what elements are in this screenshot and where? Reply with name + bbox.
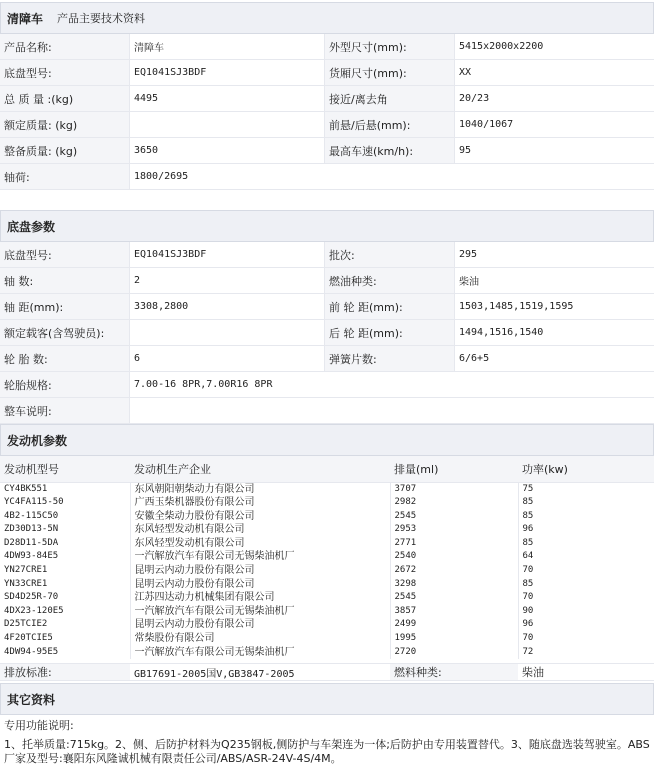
- engine-model: YN27CRE1: [4, 565, 48, 576]
- product-row-value-2: 1040/1067: [459, 119, 514, 130]
- chassis-row-label-1: 轴 距(mm):: [0, 294, 130, 319]
- axle-load-value: 1800/2695: [134, 171, 189, 182]
- engine-maker: 东风轻型发动机有限公司: [130, 537, 390, 551]
- chassis-row: [0, 242, 654, 268]
- vehicle-note-row: [0, 398, 654, 424]
- engine-power: 72: [518, 646, 654, 660]
- product-row-label-2: 最高车速(km/h):: [325, 138, 455, 163]
- product-row-value-2: XX: [459, 67, 472, 78]
- engine-displacement: 3298: [390, 578, 518, 592]
- chassis-row-value-2: 1503,1485,1519,1595: [459, 301, 574, 312]
- chassis-row: [0, 268, 654, 294]
- product-row-label-1: 产品名称:: [0, 34, 130, 59]
- product-row-value-1: 3650: [130, 138, 325, 163]
- engine-model: YN33CRE1: [4, 578, 48, 589]
- emission-label: 排放标准:: [0, 664, 130, 680]
- chassis-row-value-1: [130, 320, 325, 345]
- engine-power: 64: [518, 550, 654, 564]
- product-row: [0, 112, 654, 138]
- chassis-row-value-2: 6/6+5: [459, 353, 490, 364]
- engine-displacement: 2545: [390, 510, 518, 524]
- engine-model: 4DW94-95E5: [4, 646, 59, 657]
- chassis-row-value-1: 2: [130, 268, 325, 293]
- vehicle-note-value: [130, 398, 654, 423]
- product-row-label-2: 外型尺寸(mm):: [325, 34, 455, 59]
- engine-maker: 昆明云内动力股份有限公司: [130, 564, 390, 578]
- engine-model: 4F20TCIE5: [4, 633, 53, 644]
- engine-power: 70: [518, 564, 654, 578]
- axle-load-label: 轴荷:: [0, 164, 130, 189]
- engine-model: D25TCIE2: [4, 619, 48, 630]
- chassis-row-value-2: 295: [459, 249, 478, 260]
- other-section-header: [0, 683, 654, 715]
- engine-model: D28D11-5DA: [4, 537, 59, 548]
- engine-model: 4DW93-84E5: [4, 551, 59, 562]
- engine-maker: 一汽解放汽车有限公司无锡柴油机厂: [130, 550, 390, 564]
- engine-row: [0, 632, 654, 646]
- product-row-label-1: 整备质量: (kg): [0, 138, 130, 163]
- engine-power: 75: [518, 482, 654, 496]
- chassis-section-header: [0, 210, 654, 242]
- engine-maker: 东风朝阳朝柴动力有限公司: [130, 482, 390, 496]
- product-row-label-1: 底盘型号:: [0, 60, 130, 85]
- product-row-value-2: 20/23: [459, 93, 490, 104]
- tire-spec-row: [0, 372, 654, 398]
- engine-power: 85: [518, 537, 654, 551]
- engine-displacement: 2720: [390, 646, 518, 660]
- engine-displacement: 2499: [390, 618, 518, 632]
- engine-model: CY4BK551: [4, 483, 48, 494]
- chassis-row-value-1: 3308,2800: [130, 294, 325, 319]
- engine-model: 4B2-115C50: [4, 510, 59, 521]
- engine-maker: 东风轻型发动机有限公司: [130, 523, 390, 537]
- engine-row: [0, 496, 654, 510]
- engine-row: [0, 564, 654, 578]
- engine-power: 85: [518, 578, 654, 592]
- axle-load-row: [0, 164, 654, 190]
- chassis-row: [0, 346, 654, 372]
- chassis-row-label-2: 前 轮 距(mm):: [325, 294, 455, 319]
- engine-maker: 江苏四达动力机械集团有限公司: [130, 591, 390, 605]
- chassis-row-value-1: EQ1041SJ3BDF: [130, 242, 325, 267]
- col-engine-maker: 发动机生产企业: [130, 456, 390, 482]
- engine-row: [0, 646, 654, 660]
- engine-maker: 安徽全柴动力股份有限公司: [130, 510, 390, 524]
- engine-section-header: [0, 424, 654, 456]
- product-row: [0, 86, 654, 112]
- engine-displacement: 1995: [390, 632, 518, 646]
- engine-row: [0, 605, 654, 619]
- chassis-row-label-1: 底盘型号:: [0, 242, 130, 267]
- engine-power: 70: [518, 632, 654, 646]
- engine-table: [0, 456, 654, 659]
- col-power: 功率(kw): [518, 456, 654, 482]
- engine-displacement: 2540: [390, 550, 518, 564]
- engine-model: SD4D25R-70: [4, 592, 59, 603]
- fuel-type-label: 燃料种类:: [390, 664, 518, 680]
- product-row-value-1: EQ1041SJ3BDF: [130, 60, 325, 85]
- engine-maker: 一汽解放汽车有限公司无锡柴油机厂: [130, 646, 390, 660]
- product-row-label-2: 前悬/后悬(mm):: [325, 112, 455, 137]
- chassis-row-label-1: 轮 胎 数:: [0, 346, 130, 371]
- chassis-row-label-1: 轴 数:: [0, 268, 130, 293]
- engine-displacement: 2771: [390, 537, 518, 551]
- chassis-row-value-2: 柴油: [459, 277, 479, 288]
- product-row-value-1: [130, 112, 325, 137]
- chassis-row-label-2: 批次:: [325, 242, 455, 267]
- special-function-label: 专用功能说明:: [4, 719, 74, 732]
- chassis-row: [0, 320, 654, 346]
- engine-power: 96: [518, 523, 654, 537]
- chassis-row-label-2: 弹簧片数:: [325, 346, 455, 371]
- engine-maker: 一汽解放汽车有限公司无锡柴油机厂: [130, 605, 390, 619]
- chassis-row-label-2: 后 轮 距(mm):: [325, 320, 455, 345]
- chassis-row-value-2: 1494,1516,1540: [459, 327, 544, 338]
- engine-row: [0, 591, 654, 605]
- page-subtitle: 产品主要技术资料: [57, 12, 146, 25]
- chassis-title: 底盘参数: [7, 219, 56, 234]
- engine-power: 96: [518, 618, 654, 632]
- product-row-label-2: 接近/离去角: [325, 86, 455, 111]
- engine-power: 70: [518, 591, 654, 605]
- product-row-value-1: 清障车: [130, 34, 325, 59]
- engine-row: [0, 578, 654, 592]
- product-section-header: [0, 2, 654, 34]
- chassis-row-value-1: 6: [130, 346, 325, 371]
- engine-displacement: 3707: [390, 482, 518, 496]
- other-title: 其它资料: [7, 692, 56, 707]
- col-engine-model: 发动机型号: [0, 456, 130, 482]
- engine-row: [0, 537, 654, 551]
- emission-value: GB17691-2005国V,GB3847-2005: [134, 668, 295, 680]
- engine-power: 90: [518, 605, 654, 619]
- col-displacement: 排量(ml): [390, 456, 518, 482]
- engine-maker: 广西玉柴机器股份有限公司: [130, 496, 390, 510]
- product-row-label-1: 额定质量: (kg): [0, 112, 130, 137]
- product-row-value-2: 95: [459, 145, 472, 156]
- chassis-row: [0, 294, 654, 320]
- product-row-value-1: 4495: [130, 86, 325, 111]
- engine-displacement: 2953: [390, 523, 518, 537]
- engine-maker: 常柴股份有限公司: [130, 632, 390, 646]
- special-function-text: 1、托举质量:715kg。2、侧、后防护材料为Q235钢板,侧防护与车架连为一体;后防护由专用装置替代。3、随底盘选装驾驶室。ABS厂家及型号:襄阳东风隆诚机械有限责任公司/ABS/ASR-24V-4S/4M。: [4, 738, 650, 765]
- engine-displacement: 2672: [390, 564, 518, 578]
- tire-spec-value: 7.00-16 8PR,7.00R16 8PR: [134, 379, 273, 390]
- engine-maker: 昆明云内动力股份有限公司: [130, 618, 390, 632]
- product-row: [0, 60, 654, 86]
- engine-row: [0, 550, 654, 564]
- product-row: [0, 138, 654, 164]
- engine-table-header: [0, 456, 654, 482]
- product-row-value-2: 5415x2000x2200: [459, 41, 544, 52]
- engine-row: [0, 523, 654, 537]
- page-title: 清障车: [7, 11, 44, 26]
- emission-standard-row: [0, 663, 654, 681]
- chassis-row-label-1: 额定载客(含驾驶员):: [0, 320, 130, 345]
- engine-title: 发动机参数: [7, 433, 68, 448]
- engine-model: YC4FA115-50: [4, 497, 64, 508]
- engine-power: 85: [518, 510, 654, 524]
- engine-power: 85: [518, 496, 654, 510]
- product-row-label-2: 货厢尺寸(mm):: [325, 60, 455, 85]
- fuel-type-value: 柴油: [522, 666, 544, 679]
- tire-spec-label: 轮胎规格:: [0, 372, 130, 397]
- engine-displacement: 3857: [390, 605, 518, 619]
- engine-displacement: 2545: [390, 591, 518, 605]
- vehicle-note-label: 整车说明:: [0, 398, 130, 423]
- engine-row: [0, 510, 654, 524]
- engine-displacement: 2982: [390, 496, 518, 510]
- engine-model: 4DX23-120E5: [4, 605, 64, 616]
- engine-maker: 昆明云内动力股份有限公司: [130, 578, 390, 592]
- engine-row: [0, 618, 654, 632]
- product-row: [0, 34, 654, 60]
- product-row-label-1: 总 质 量 :(kg): [0, 86, 130, 111]
- chassis-row-label-2: 燃油种类:: [325, 268, 455, 293]
- engine-model: ZD30D13-5N: [4, 524, 59, 535]
- engine-row: [0, 482, 654, 496]
